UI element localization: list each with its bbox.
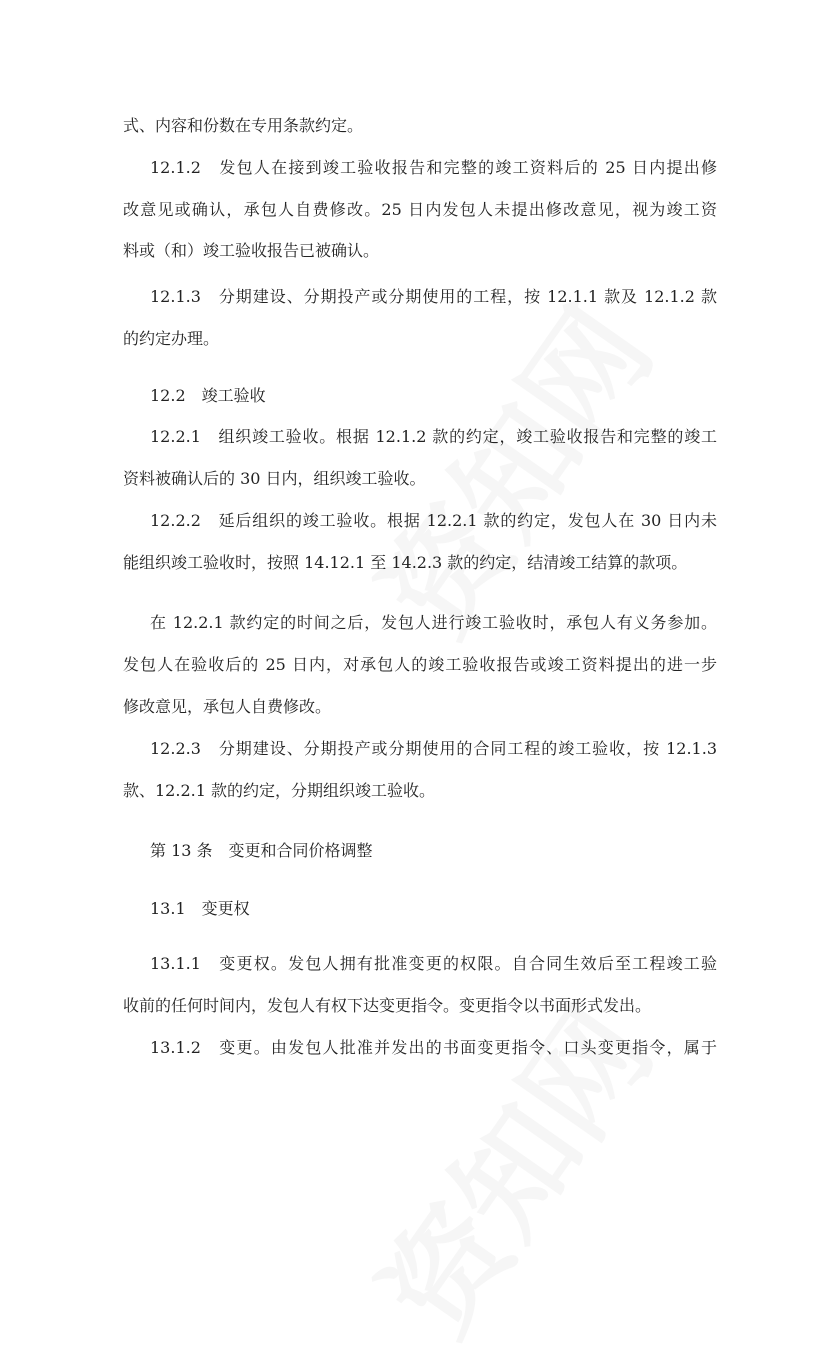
- clause-12-2-1: 12.2.1 组织竣工验收。根据 12.1.2 款的约定，竣工验收报告和完整的竣工: [150, 427, 717, 446]
- section-heading-12-2: 12.2 竣工验收: [150, 386, 266, 405]
- clause-12-1-3: 12.1.3 分期建设、分期投产或分期使用的工程，按 12.1.1 款及 12.1.2 款: [150, 287, 717, 306]
- text-line: 收前的任何时间内，发包人有权下达变更指令。变更指令以书面形式发出。: [123, 996, 652, 1015]
- clause-13-1-1: 13.1.1 变更权。发包人拥有批准变更的权限。自合同生效后至工程竣工验: [150, 954, 717, 973]
- text-line: 的约定办理。: [123, 329, 220, 348]
- clause-12-1-2: 12.1.2 发包人在接到竣工验收报告和完整的竣工资料后的 25 日内提出修: [150, 158, 717, 177]
- clause-12-2-2: 12.2.2 延后组织的竣工验收。根据 12.2.1 款的约定，发包人在 30 日内未: [150, 511, 717, 530]
- text-line: 能组织竣工验收时，按照 14.12.1 至 14.2.3 款的约定，结清竣工结算的款项。: [123, 553, 688, 572]
- text-line: 式、内容和份数在专用条款约定。: [123, 116, 364, 135]
- clause-12-2-3: 12.2.3 分期建设、分期投产或分期使用的合同工程的竣工验收，按 12.1.3: [150, 739, 717, 758]
- text-line: 资料被确认后的 30 日内，组织竣工验收。: [123, 469, 426, 488]
- article-heading-13: 第 13 条 变更和合同价格调整: [150, 841, 373, 860]
- text-line: 改意见或确认，承包人自费修改。25 日内发包人未提出修改意见，视为竣工资: [123, 200, 717, 219]
- text-line: 款、12.2.1 款的约定，分期组织竣工验收。: [123, 781, 435, 800]
- paragraph: 在 12.2.1 款约定的时间之后，发包人进行竣工验收时，承包人有义务参加。: [150, 613, 717, 632]
- watermark: [336, 969, 683, 1363]
- text-line: 料或（和）竣工验收报告已被确认。: [123, 241, 380, 260]
- text-line: 发包人在验收后的 25 日内，对承包人的竣工验收报告或竣工资料提出的进一步: [123, 655, 717, 674]
- clause-13-1-2: 13.1.2 变更。由发包人批准并发出的书面变更指令、口头变更指令，属于: [150, 1038, 717, 1057]
- text-line: 修改意见，承包人自费修改。: [123, 697, 332, 716]
- section-heading-13-1: 13.1 变更权: [150, 899, 250, 918]
